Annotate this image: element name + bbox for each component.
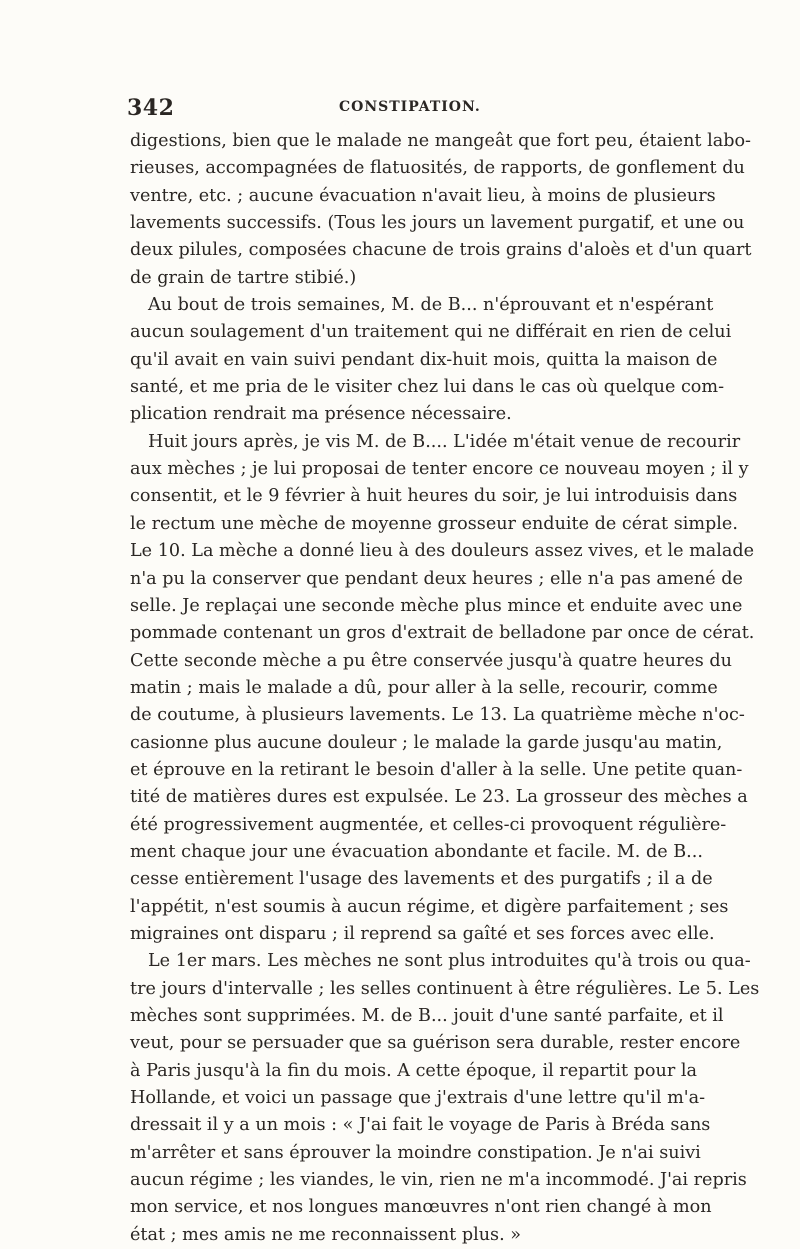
text-line: le rectum une mèche de moyenne grosseur enduite de cérat simple. (130, 513, 738, 534)
text-line: pommade contenant un gros d'extrait de belladone par once de cérat. (130, 623, 755, 644)
text-line: santé, et me pria de le visiter chez lui dans le cas où quelque com- (130, 377, 725, 398)
text-line: à Paris jusqu'à la fin du mois. A cette époque, il repartit pour la (130, 1060, 697, 1081)
text-line: aucun régime ; les viandes, le vin, rien ne m'a incommodé. J'ai repris (130, 1170, 747, 1191)
page-header (127, 95, 667, 125)
text-line: casionne plus aucune douleur ; le malade la garde jusqu'au matin, (130, 732, 723, 753)
text-line: qu'il avait en vain suivi pendant dix-huit mois, quitta la maison de (130, 349, 718, 370)
page-number: 342 (127, 95, 175, 121)
text-line: veut, pour se persuader que sa guérison sera durable, rester encore (130, 1033, 741, 1054)
text-line: ment chaque jour une évacuation abondante et facile. M. de B... (130, 841, 703, 862)
text-line: tre jours d'intervalle ; les selles continuent à être régulières. Le 5. Les (130, 978, 760, 999)
text-line: plication rendrait ma présence nécessaire. (130, 404, 512, 425)
text-line: deux pilules, composées chacune de trois grains d'aloès et d'un quart (130, 240, 752, 261)
text-line: ventre, etc. ; aucune évacuation n'avait lieu, à moins de plusieurs (130, 185, 716, 206)
text-line: Huit jours après, je vis M. de B.... L'idée m'était venue de recourir (148, 431, 741, 452)
text-line: dressait il y a un mois : « J'ai fait le voyage de Paris à Bréda sans (130, 1115, 711, 1136)
text-line: migraines ont disparu ; il reprend sa gaîté et ses forces avec elle. (130, 923, 715, 944)
text-line: de grain de tartre stibié.) (130, 267, 357, 288)
text-line: aucun soulagement d'un traitement qui ne différait en rien de celui (130, 322, 732, 343)
text-line: Cette seconde mèche a pu être conservée jusqu'à quatre heures du (130, 650, 732, 671)
text-line: aux mèches ; je lui proposai de tenter encore ce nouveau moyen ; il y (130, 459, 749, 480)
text-line: digestions, bien que le malade ne mangeât que fort peu, étaient labo- (130, 131, 751, 151)
text-line: mon service, et nos longues manœuvres n'ont rien changé à mon (130, 1197, 712, 1218)
text-line: été progressivement augmentée, et celles-ci provoquent régulière- (130, 814, 727, 835)
text-line: et éprouve en la retirant le besoin d'aller à la selle. Une petite quan- (130, 759, 743, 780)
text-line: cesse entièrement l'usage des lavements et des purgatifs ; il a de (130, 869, 713, 890)
text-line: tité de matières dures est expulsée. Le 23. La grosseur des mèches a (130, 787, 748, 808)
text-line: lavements successifs. (Tous les jours un lavement purgatif, et une ou (130, 213, 745, 234)
text-line: Le 10. La mèche a donné lieu à des douleurs assez vives, et le malade (130, 541, 755, 562)
text-line: selle. Je replaçai une seconde mèche plus mince et enduite avec une (130, 595, 743, 616)
text-line: état ; mes amis ne me reconnaissent plus. » (130, 1224, 522, 1245)
running-title: CONSTIPATION. (339, 99, 481, 115)
text-line: de coutume, à plusieurs lavements. Le 13. La quatrième mèche n'oc- (130, 705, 745, 726)
text-line: Le 1er mars. Les mèches ne sont plus introduites qu'à trois ou qua- (148, 951, 751, 972)
text-line: matin ; mais le malade a dû, pour aller à la selle, recourir, comme (130, 677, 718, 698)
text-line: l'appétit, n'est soumis à aucun régime, et digère parfaitement ; ses (130, 896, 729, 917)
text-line: Hollande, et voici un passage que j'extrais d'une lettre qu'il m'a- (130, 1088, 706, 1109)
text-line: n'a pu la conserver que pendant deux heures ; elle n'a pas amené de (130, 568, 743, 589)
text-line: m'arrêter et sans éprouver la moindre constipation. Je n'ai suivi (130, 1142, 701, 1163)
text-line: consentit, et le 9 février à huit heures du soir, je lui introduisis dans (130, 486, 738, 507)
text-line: Au bout de trois semaines, M. de B... n'éprouvant et n'espérant (148, 295, 714, 316)
body-text (130, 128, 760, 1249)
text-line: mèches sont supprimées. M. de B... jouit d'une santé parfaite, et il (130, 1006, 724, 1026)
text-line: rieuses, accompagnées de flatuosités, de rapports, de gonflement du (130, 158, 745, 179)
